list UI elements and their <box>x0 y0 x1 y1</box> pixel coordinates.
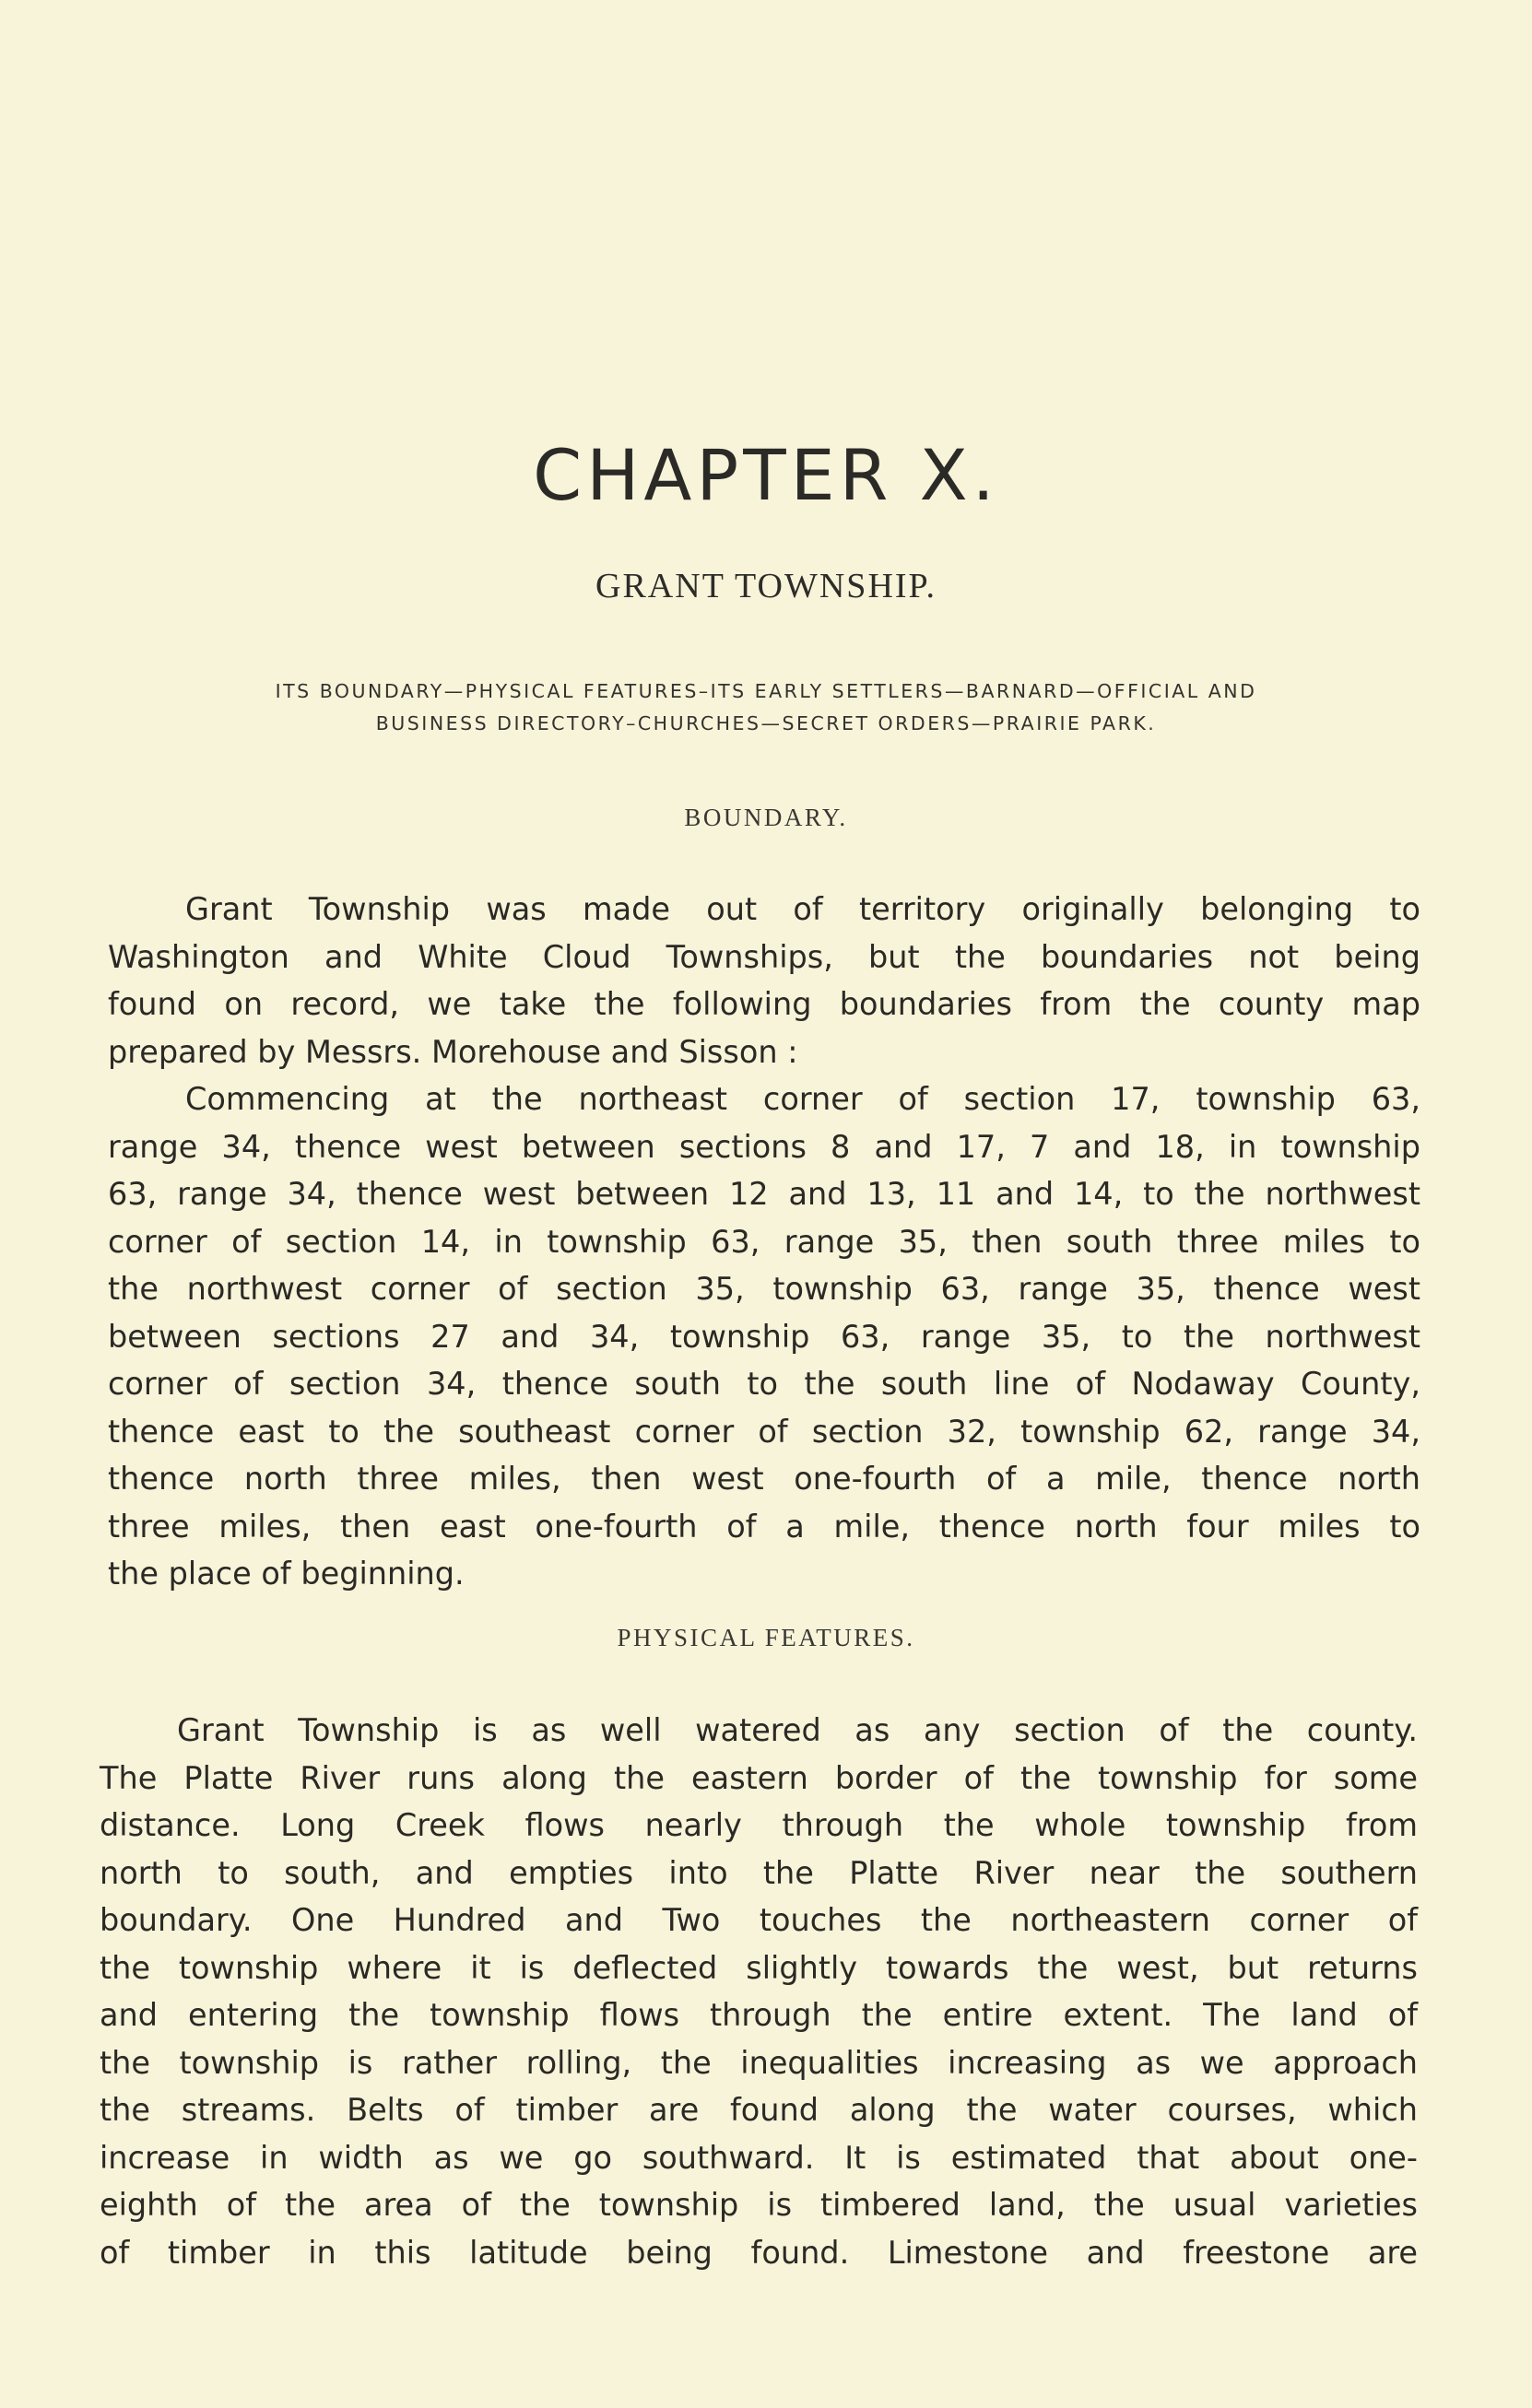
text-line: Commencing at the northeast corner of section 17, township 63, <box>185 1081 1420 1117</box>
text-line: Washington and White Cloud Townships, but the boundaries not being <box>108 938 1420 975</box>
boundary-text <box>108 886 1420 1598</box>
section-heading-boundary: BOUNDARY. <box>684 804 848 831</box>
text-line: corner of section 34, thence south to the south line of Nodaway County, <box>108 1366 1420 1402</box>
text-line: thence north three miles, then west one-fourth of a mile, thence north <box>108 1461 1420 1497</box>
text-line: Grant Township is as well watered as any section of the county. <box>177 1712 1418 1748</box>
text-line: the streams. Belts of timber are found along the water courses, which <box>100 2092 1418 2128</box>
text-line: the place of beginning. <box>108 1556 465 1592</box>
text-line: north to south, and empties into the Platte River near the southern <box>100 1854 1418 1891</box>
chapter-title: CHAPTER X. <box>533 434 999 516</box>
text-line: three miles, then east one-fourth of a mile, thence north four miles to <box>108 1508 1420 1545</box>
chapter-synopsis <box>101 675 1431 740</box>
text-line: range 34, thence west between sections 8 and 17, 7 and 18, in township <box>108 1128 1420 1165</box>
text-line: Grant Township was made out of territory originally belonging to <box>185 891 1420 927</box>
text-line: corner of section 14, in township 63, range 35, then south three miles to <box>108 1223 1420 1260</box>
text-line: prepared by Messrs. Morehouse and Sisson : <box>108 1033 798 1070</box>
text-line: 63, range 34, thence west between 12 and 13, 11 and 14, to the northwest <box>108 1176 1420 1212</box>
text-line: thence east to the southeast corner of section 32, township 62, range 34, <box>108 1413 1420 1450</box>
section-heading-physical-features: PHYSICAL FEATURES. <box>617 1624 915 1651</box>
text-line: of timber in this latitude being found. Limestone and freestone are <box>100 2234 1418 2271</box>
synopsis-line: ITS BOUNDARY—PHYSICAL FEATURES–ITS EARLY SETTLERS—BARNARD—OFFICIAL AND <box>275 680 1257 702</box>
text-line: distance. Long Creek flows nearly through the whole township from <box>100 1807 1418 1843</box>
text-line: and entering the township flows through the entire extent. The land of <box>100 1997 1418 2033</box>
physical-features-text <box>100 1707 1418 2276</box>
text-line: the northwest corner of section 35, township 63, range 35, thence west <box>108 1271 1420 1307</box>
text-line: increase in width as we go southward. It is estimated that about one- <box>100 2139 1418 2176</box>
text-line: eighth of the area of the township is timbered land, the usual varieties <box>100 2187 1418 2223</box>
text-line: The Platte River runs along the eastern border of the township for some <box>100 1759 1418 1796</box>
text-line: between sections 27 and 34, township 63, range 35, to the northwest <box>108 1318 1420 1355</box>
text-line: the township is rather rolling, the inequalities increasing as we approach <box>100 2044 1418 2081</box>
chapter-subtitle: GRANT TOWNSHIP. <box>595 567 937 605</box>
text-line: the township where it is deflected slightly towards the west, but returns <box>100 1949 1418 1986</box>
text-line: found on record, we take the following boundaries from the county map <box>108 986 1420 1022</box>
text-line: boundary. One Hundred and Two touches the northeastern corner of <box>100 1902 1418 1938</box>
synopsis-line: BUSINESS DIRECTORY–CHURCHES—SECRET ORDERS—PRAIRIE PARK. <box>375 712 1157 734</box>
